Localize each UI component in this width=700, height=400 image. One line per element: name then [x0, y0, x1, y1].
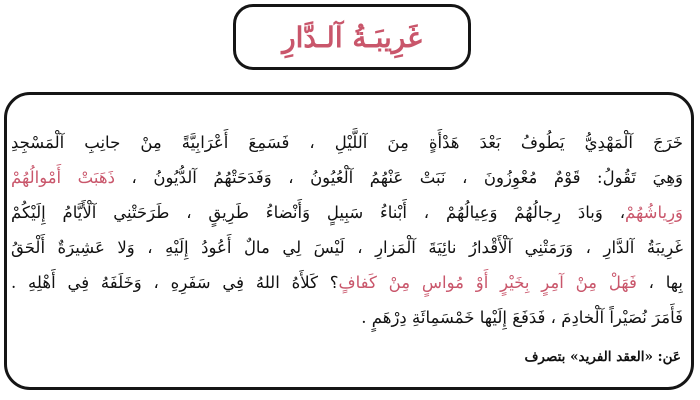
text-segment: وَرِياشُهُمْ — [625, 203, 683, 222]
text-line — [11, 300, 683, 335]
text-line — [11, 265, 683, 300]
text-line — [11, 125, 683, 160]
source-citation: عَن: «العقد الفريد» بتصرف — [524, 349, 681, 365]
text-line — [11, 160, 683, 195]
text-line — [11, 230, 683, 265]
story-text — [11, 125, 683, 335]
title-box — [233, 4, 471, 70]
text-segment: فَهَلْ مِنْ آمِرٍ بِخَيْرٍ أَوْ مُواسٍ مِنْ كَفافٍ — [338, 273, 637, 292]
text-segment: بِها ، — [636, 273, 683, 292]
page-title: غَرِيبَـةُ آلـدَّارِ — [282, 20, 422, 54]
story-box — [4, 92, 694, 390]
text-segment: وَهِيَ تَقُولُ: قَوْمٌ مُعْوِزُونَ ، نَبَتْ عَنْهُمُ آلْعُيُونُ ، وَفَدَحَتْهُمُ آلدُّيُونُ ، — [114, 168, 683, 187]
text-segment: غَرِيبَةُ آلدَّارِ ، وَرَمَتْنِي آلْأَقْدارُ نائِيَةَ آلْمَزارِ ، لَيْسَ لِي مالٌ أَعُودُ إِلَيْهِ ، وَلا عَشِيرَةٌ أَلْحَقُ — [11, 238, 683, 257]
text-segment: ذَهَبَتْ أَمْوالُهُمْ — [11, 168, 115, 187]
text-segment: ، وَبادَ رِجالُهُمْ وَعِيالُهُمْ ، أَبْناءُ سَبِيلٍ وَأَنْضاءُ طَرِيقٍ ، طَرَحَتْنِي آلْأَيَّامُ إِلَيْكُمْ — [11, 203, 626, 222]
text-segment: ؟ كَلأَهُ اللهُ فِي سَفَرِهِ ، وَخَلَفَهُ فِي أَهْلِهِ . — [11, 273, 339, 292]
text-line — [11, 195, 683, 230]
text-segment: فَأَمَرَ نُصَيْراً آلْخادِمَ ، فَدَفَعَ إِلَيْها خَمْسَمِائَةِ دِرْهَمٍ . — [361, 308, 683, 327]
text-segment: خَرَجَ آلْمَهْدِيُّ يَطُوفُ بَعْدَ هَدْأَةٍ مِنَ آللَّيْلِ ، فَسَمِعَ أَعْرَابِيَّةً مِنْ جانِبِ آلْمَسْجِدِ — [11, 133, 683, 152]
